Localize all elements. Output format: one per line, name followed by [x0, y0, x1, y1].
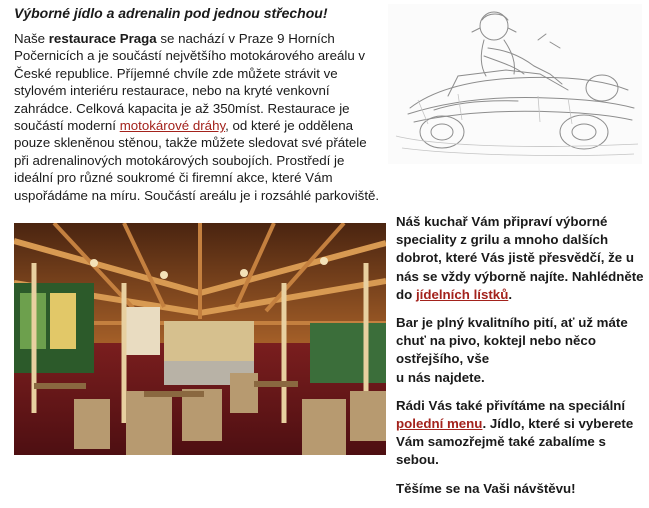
chef-text-end: . — [508, 286, 513, 302]
lunch-text-rest: . Jídlo, které si vyberete Vám samozřejmě také zabalíme s sebou. — [396, 416, 634, 468]
restaurant-interior-photo — [14, 223, 386, 455]
intro-text-3: , od které je oddělena pouze skleněnou stěnou, takže můžete sledovat své přátele při adrenalinových motokárových soubojích. Prostředí je ideální pro různé soukromé či firemní akce, které Vám uspořádáme na míru. Součástí areálu je i rozsáhlé parkoviště. — [14, 118, 380, 203]
menu-link[interactable]: jídelních lístků — [415, 286, 509, 302]
restaurant-name: restaurace Praga — [48, 31, 157, 46]
go-kart-sketch-illustration — [388, 4, 642, 164]
lunch-menu-link[interactable]: polední menu — [396, 416, 483, 432]
lunch-paragraph — [396, 397, 644, 470]
closing-line: Těšíme se na Vaši návštěvu! — [396, 480, 576, 496]
lunch-text: Rádi Vás také přivítáme na speciální — [396, 397, 626, 413]
page-title: Výborné jídlo a adrenalin pod jednou střechou! — [14, 5, 328, 21]
right-column — [396, 213, 644, 508]
intro-paragraph — [14, 30, 382, 204]
bar-paragraph — [396, 314, 644, 387]
chef-paragraph — [396, 213, 644, 304]
go-kart-track-link[interactable]: motokárové dráhy — [119, 118, 226, 134]
intro-text-2: se nachází v Praze 9 Horních Počernicích a je součástí největšího motokárového areálu v České republice. Příjemné chvíle zde můžete strávit ve stylovém interiéru restaurace, nebo na kryté venkovní zahrádce. Celková kapacita je až 350míst. Restaurace je součástí moderní — [14, 31, 366, 134]
bar-text: Bar je plný kvalitního pití, ať už máte chuť na pivo, koktejl nebo něco ostřejšího, vše — [396, 315, 628, 367]
bar-text-2: u nás najdete. — [396, 369, 485, 385]
intro-text-1: Naše — [14, 31, 49, 46]
chef-text: Náš kuchař Vám připraví výborné speciality z grilu a mnoho dalších dobrot, které Vás jistě přesvědčí, že u nás se vždy výborně najíte. Nahlédněte do — [396, 214, 644, 302]
